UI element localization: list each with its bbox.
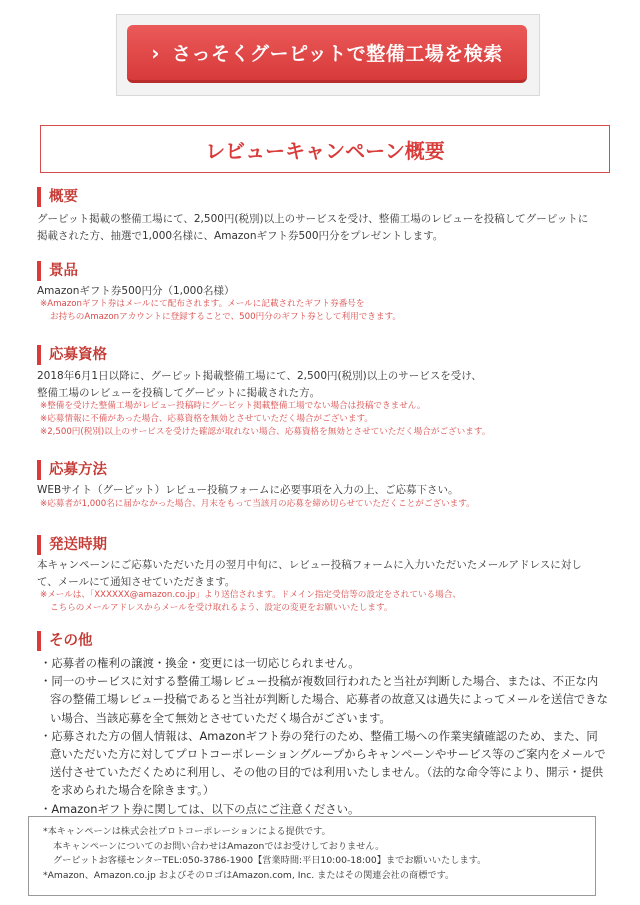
overview-text [37, 211, 607, 244]
campaign-title: レビューキャンペーン概要 [40, 125, 610, 173]
eligibility-note: ※2,500円(税別)以上のサービスを受けた確認が取れない場合、応募資格を無効とさせていただく場合がございます。 [40, 427, 491, 437]
section-heading-other: その他 [37, 631, 93, 651]
eligibility-note: ※整備を受けた整備工場がレビュー投稿時にグーピット掲載整備工場でない場合は投稿できません。 [40, 401, 426, 411]
shipping-line: 本キャンペーンにご応募いただいた月の翌月中旬に、レビュー投稿フォームに入力いただいたメールアドレスに対し [37, 559, 582, 571]
search-garages-button[interactable] [127, 25, 527, 83]
list-item: ・同一のサービスに対する整備工場レビュー投稿が複数回行われたと当社が判断した場合、または、不正な内容の整備工場レビュー投稿であると当社が判断した場合、応募者の故意又は過失によってメールを送信できない場合、当該応募を全て無効とさせていただく場合がございます。 [40, 674, 608, 725]
footer-line: グーピットお客様センターTEL:050-3786-1900【営業時間:平日10:00-18:00】までお願いいたします。 [53, 855, 487, 867]
shipping-note: ※メールは、「XXXXXX@amazon.co.jp」より送信されます。ドメイン指定受信等の設定をされている場合、 [40, 590, 461, 600]
shipping-note: こちらのメールアドレスからメールを受け取れるよう、設定の変更をお願いいたします。 [50, 603, 393, 613]
method-text: WEBサイト（グーピット）レビュー投稿フォームに必要事項を入力の上、ご応募下さい。 [37, 484, 459, 496]
footer-line: *Amazon、Amazon.co.jp およびそのロゴはAmazon.com, Inc. またはその関連会社の商標です。 [43, 869, 455, 881]
section-heading-method: 応募方法 [37, 460, 107, 480]
prize-notes [40, 298, 605, 324]
overview-line: グーピット掲載の整備工場にて、2,500円(税別)以上のサービスを受け、整備工場のレビューを投稿してグーピットに [37, 213, 589, 225]
list-item: ・応募された方の個人情報は、Amazonギフト券の発行のため、整備工場への作業実績確認のため、また、同意いただいた方に対してプロトコーポレーショングループからキャンペーンやサービス等のご案内をメールで送付させていただくために利用し、その他の目的では利用いたしません。（法的な命令等により、開示・提供を求められた場合を除きます。） [40, 728, 606, 798]
overview-line: 掲載された方、抽選で1,000名様に、Amazonギフト券500円分をプレゼントします。 [37, 229, 444, 242]
prize-text: Amazonギフト券500円分（1,000名様） [37, 285, 235, 297]
shipping-line: て、メールにて通知させていただきます。 [37, 575, 236, 588]
section-heading-shipping: 発送時期 [37, 535, 107, 555]
footer-line: *本キャンペーンは株式会社プロトコーポレーションによる提供です。 [43, 826, 331, 837]
eligibility-line: 整備工場のレビューを投稿してグーピットに掲載された方。 [37, 386, 321, 399]
eligibility-notes [40, 400, 605, 439]
footer-notice [28, 816, 596, 896]
footer-line: 本キャンペーンについてのお問い合わせはAmazonではお受けしておりません。 [53, 840, 385, 852]
prize-note: お持ちのAmazonアカウントに登録することで、500円分のギフト券として利用できます。 [50, 312, 401, 322]
shipping-notes [40, 589, 605, 615]
section-heading-eligibility: 応募資格 [37, 345, 107, 365]
list-item: ・応募者の権利の譲渡・換金・変更には一切応じられません。 [40, 656, 360, 670]
other-list [40, 654, 608, 818]
search-garages-label: さっそくグーピットで整備工場を検索 [172, 43, 503, 65]
chevron-right-icon: › [151, 40, 160, 65]
list-item: ・Amazonギフト券に関しては、以下の点にご注意ください。 [40, 801, 360, 816]
eligibility-line: 2018年6月1日以降に、グーピット掲載整備工場にて、2,500円(税別)以上のサービスを受け、 [37, 370, 482, 382]
section-heading-overview: 概要 [37, 187, 78, 207]
eligibility-note: ※応募情報に不備があった場合、応募資格を無効とさせていただく場合がございます。 [40, 414, 373, 424]
section-heading-prize: 景品 [37, 261, 78, 281]
eligibility-text [37, 368, 607, 401]
shipping-text [37, 557, 607, 590]
prize-note: ※Amazonギフト券はメールにて配布されます。メールに記載されたギフト券番号を [40, 299, 365, 309]
method-note: ※応募者が1,000名に届かなかった場合、月末をもって当該月の応募を締め切らせていただくことがございます。 [40, 499, 475, 509]
